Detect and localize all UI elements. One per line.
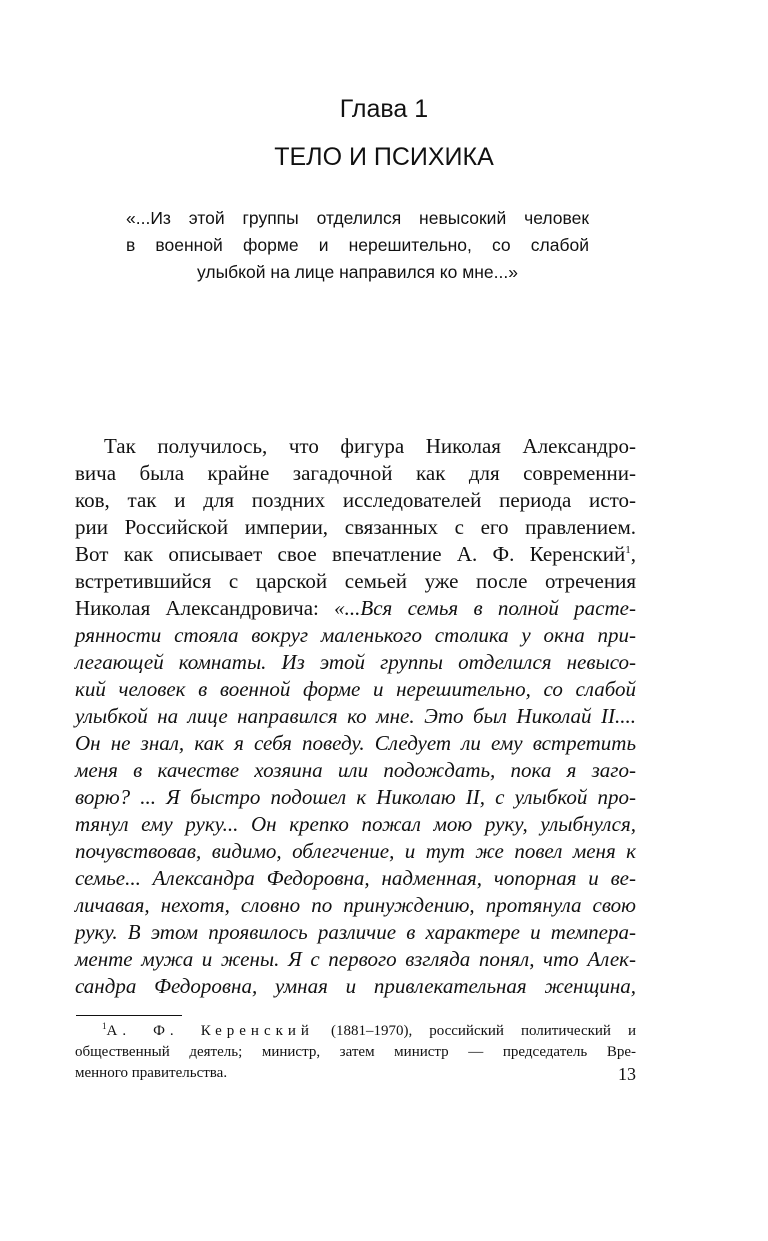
quote-text: Он не знал, как я себя поведу. Следует ли ему встретить xyxy=(75,731,636,755)
epigraph-line: «...Из этой группы отделился невысокий человек xyxy=(126,208,589,228)
epigraph-line: улыбкой на лице направился ко мне...» xyxy=(197,262,518,282)
body-line-punct: , xyxy=(630,542,636,566)
footnote xyxy=(75,1021,636,1084)
body-line xyxy=(75,595,636,622)
quote-text: тянул ему руку... Он крепко пожал мою руку, улыбнулся, xyxy=(75,812,636,836)
chapter-title: ТЕЛО И ПСИХИКА xyxy=(274,143,494,171)
quote-text: менте мужа и жены. Я с первого взгляда понял, что Алек- xyxy=(75,947,636,971)
quote-text: меня в качестве хозяина или подождать, пока я заго- xyxy=(75,758,636,782)
quote-line xyxy=(75,973,636,1000)
quote-line xyxy=(75,757,636,784)
quote-line xyxy=(75,649,636,676)
body-line: ков, так и для поздних исследователей периода исто- xyxy=(75,488,636,512)
quote-text: ворю? ... Я быстро подошел к Николаю II, с улыбкой про- xyxy=(75,785,636,809)
body-line: рии Российской империи, связанных с его правлением. xyxy=(75,515,636,539)
quote-line xyxy=(75,865,636,892)
body-line-text: Николая Александровича: xyxy=(75,596,335,620)
quote-text: руку. В этом проявилось различие в характере и темпера- xyxy=(75,920,636,944)
quote-text: рянности стояла вокруг маленького столика у окна при- xyxy=(75,623,636,647)
quote-line xyxy=(75,622,636,649)
footnote-line: менного правительства. xyxy=(75,1065,228,1081)
quote-line xyxy=(75,919,636,946)
body-line: Так получилось, что фигура Николая Александро- xyxy=(104,434,636,458)
quote-text: улыбкой на лице направился ко мне. Это был Николай II.... xyxy=(75,704,636,728)
quote-line xyxy=(75,703,636,730)
body-line: вича была крайне загадочной как для современни- xyxy=(75,461,636,485)
body-line-text: Вот как описывает свое впечатление А. Ф. Керенский xyxy=(75,542,626,566)
quote-line xyxy=(75,811,636,838)
epigraph-line: в военной форме и нерешительно, со слабой xyxy=(126,235,589,255)
quote-line xyxy=(75,676,636,703)
quote-text: семье... Александра Федоровна, надменная, чопорная и ве- xyxy=(75,866,636,890)
quote-line xyxy=(75,730,636,757)
quote-line xyxy=(75,838,636,865)
quote-text: легающей комнаты. Из этой группы отделился невысо- xyxy=(75,650,636,674)
body-line xyxy=(75,541,636,568)
quote-line xyxy=(75,946,636,973)
footnote-line: общественный деятель; министр, затем министр — председатель Вре- xyxy=(75,1044,636,1060)
quote-text: почувствовав, видимо, облегчение, и тут же повел меня к xyxy=(75,839,636,863)
quote-text: сандра Федоровна, умная и привлекательная женщина, xyxy=(75,974,636,998)
body-line: встретившийся с царской семьей уже после отречения xyxy=(75,569,636,593)
quote-text: личавая, нехотя, словно по принуждению, протянула свою xyxy=(75,893,636,917)
footnote-line xyxy=(75,1021,636,1042)
quote-text: кий человек в военной форме и нерешительно, со слабой xyxy=(75,677,636,701)
page-number: 13 xyxy=(618,1064,636,1084)
footnote-marker: 1 xyxy=(102,1021,107,1031)
chapter-label: Глава 1 xyxy=(339,95,429,123)
epigraph xyxy=(126,205,589,286)
quote-line xyxy=(75,784,636,811)
quote-start: «...Вся семья в полной расте- xyxy=(334,596,636,620)
quote-line xyxy=(75,892,636,919)
footnote-text: (1881–1970), российский политический и xyxy=(313,1023,636,1039)
footnote-divider xyxy=(76,1015,182,1016)
body-paragraph xyxy=(75,433,636,1000)
footnote-name: А. Ф. Керенский xyxy=(106,1023,314,1039)
footnote-reference: 1 xyxy=(625,544,631,556)
